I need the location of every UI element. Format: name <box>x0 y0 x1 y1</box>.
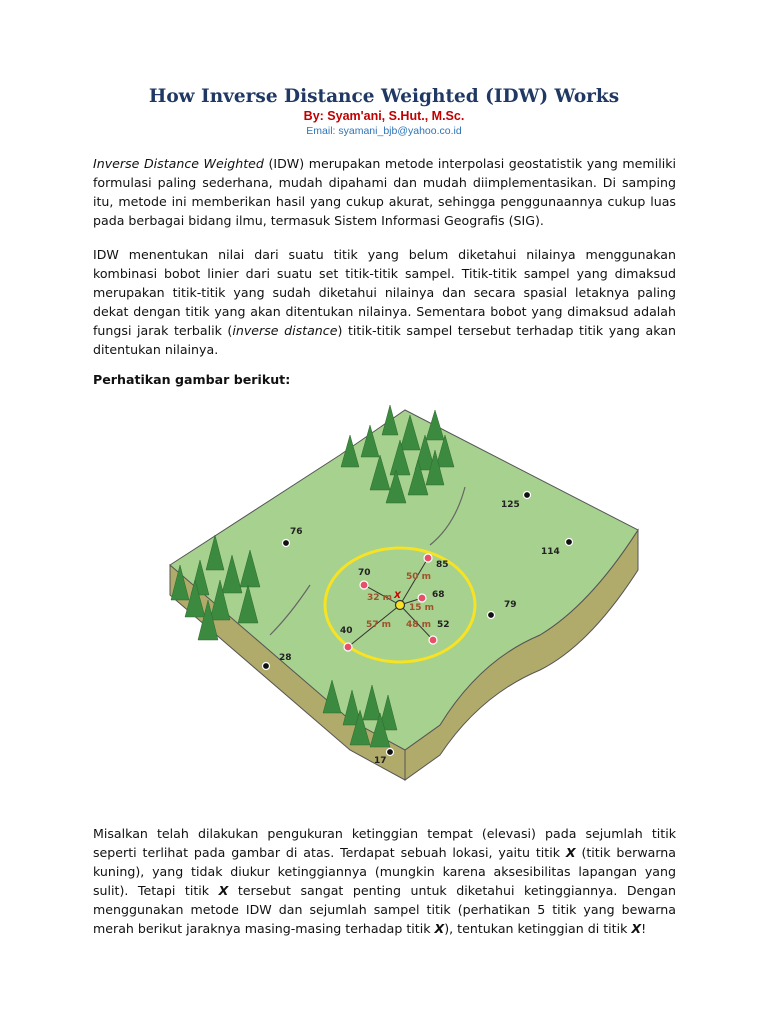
far-point <box>283 540 290 547</box>
sample-point <box>360 581 368 589</box>
far-point-value: 17 <box>374 756 387 766</box>
paragraph-text: (titik berwarna kuning), yang tidak diukur ketinggiannya (mungkin karena aksesibilitas lapangan yang sulit). Tetapi titik <box>93 844 676 898</box>
paragraph-text: tersebut sangat penting untuk diketahui ketinggiannya. Dengan menggunakan metode IDW dan sejumlah sampel titik (perhatikan 5 titik yang bewarna merah berikut jaraknya masing-masing terhadap titik <box>93 882 676 936</box>
figure-caption: Perhatikan gambar berikut: <box>93 372 291 387</box>
paragraph-intro <box>93 155 676 231</box>
far-point <box>524 492 531 499</box>
x-mark: X <box>434 920 445 936</box>
terrain-diagram <box>160 395 650 805</box>
far-point <box>387 749 394 756</box>
far-point-value: 114 <box>541 547 560 557</box>
distance-label: 50 m <box>406 572 432 582</box>
sample-value: 68 <box>432 590 445 600</box>
sample-value: 85 <box>436 560 449 570</box>
sample-point <box>429 636 437 644</box>
italic-term: inverse distance <box>232 322 338 338</box>
far-point-value: 79 <box>504 600 517 610</box>
far-point <box>566 539 573 546</box>
document-title: How Inverse Distance Weighted (IDW) Works <box>148 86 620 107</box>
paragraph-text: IDW menentukan nilai dari suatu titik yang belum diketahui nilainya menggunakan kombinasi bobot linier dari suatu set titik-titik sampel. Titik-titik sampel yang dimaksud merupakan titik-titik yang sudah diketahui nilainya dan secara spasial letaknya paling dekat dengan titik yang akan ditentukan nilainya. Sementara bobot yang dimaksud adalah fungsi jarak terbalik ( <box>93 247 676 338</box>
target-label: X <box>394 591 401 601</box>
author-email: Email: syamani_bjb@yahoo.co.id <box>306 125 462 137</box>
far-point <box>488 612 495 619</box>
paragraph-text: ! <box>641 920 647 936</box>
far-point-value: 125 <box>501 500 520 510</box>
paragraph-text: Misalkan telah dilakukan pengukuran ketinggian tempat (elevasi) pada sejumlah titik seperti terlihat pada gambar di atas. Terdapat sebuah lokasi, yaitu titik <box>93 826 676 860</box>
paragraph-idw-definition <box>93 246 676 359</box>
italic-term: Inverse Distance Weighted <box>93 156 264 171</box>
sample-value: 70 <box>358 568 371 578</box>
paragraph-text: ), tentukan ketinggian di titik <box>444 920 632 936</box>
target-point <box>396 601 405 610</box>
paragraph-text: (IDW) merupakan metode interpolasi geostatistik yang memiliki formulasi paling sederhana, mudah dipahami dan mudah diimplementasikan. Di samping itu, metode ini memberikan hasil yang cukup akurat, sehingga penggunaannya cukup luas pada berbagai bidang ilmu, termasuk Sistem Informasi Geografis (SIG). <box>93 156 676 228</box>
x-mark: X <box>631 920 642 936</box>
far-point-value: 76 <box>290 527 303 537</box>
far-point-value: 28 <box>279 653 292 663</box>
distance-label: 48 m <box>406 620 432 630</box>
sample-value: 40 <box>340 626 353 636</box>
paragraph-problem <box>93 825 676 938</box>
author-byline: By: Syam'ani, S.Hut., M.Sc. <box>303 109 465 123</box>
x-mark: X <box>218 882 229 898</box>
sample-point <box>424 554 432 562</box>
distance-label: 57 m <box>366 620 392 630</box>
far-point <box>263 663 270 670</box>
x-mark: X <box>565 844 576 860</box>
sample-point <box>344 643 352 651</box>
sample-point <box>418 594 426 602</box>
distance-label: 32 m <box>367 593 393 603</box>
sample-value: 52 <box>437 620 450 630</box>
paragraph-text: ) titik-titik sampel tersebut terhadap titik yang akan ditentukan nilainya. <box>93 322 676 357</box>
distance-label: 15 m <box>409 603 435 613</box>
